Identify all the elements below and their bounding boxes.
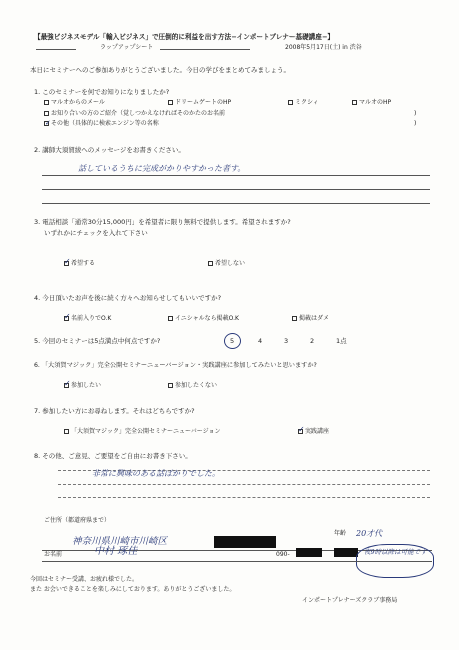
q5-selected-circle	[224, 333, 241, 349]
footer-line-1: 今回はセミナー受講、お疲れ様でした。	[30, 576, 139, 583]
check-mark-icon: ✓	[64, 312, 71, 321]
q3-option-no[interactable]: 希望しない	[208, 260, 245, 268]
q3-instruction: いずれかにチェックを入れて下さい	[44, 229, 148, 237]
checkbox[interactable]	[352, 100, 357, 105]
checkbox-checked[interactable]	[64, 257, 71, 266]
q1-option-maruo-mail[interactable]: マルオからのメール	[44, 99, 105, 107]
checkbox[interactable]	[168, 383, 173, 388]
q3-question: 3. 電話相談「通常30分15,000円」を希望者に限り無料で提供します。希望されますか?	[34, 218, 291, 226]
q1-option-dreamgate[interactable]: ドリームゲートのHP	[168, 99, 231, 107]
address-handwriting: 神奈川県川崎市川崎区	[72, 536, 168, 547]
redacted-phone-1	[296, 548, 322, 557]
check-mark-icon: ✓	[45, 119, 51, 127]
q8-question: 8. その他、ご意見、ご要望をご自由にお書き下さい。	[34, 452, 192, 460]
q6-option-no[interactable]: 参加したくない	[168, 382, 217, 390]
q2-answer-handwriting: 話しているうちに完成がかりやすかった者す。	[78, 164, 246, 173]
q7-option-practice[interactable]: ✓ 実践講座	[298, 425, 330, 435]
q6-option-yes[interactable]: ✓ 参加したい	[64, 379, 102, 389]
q1-close-paren-1: )	[414, 110, 417, 117]
sheet-title: 【最強ビジネスモデル「輸入ビジネス」で圧倒的に利益を出す方法−インポートプレナー基礎講座−】	[34, 33, 334, 41]
checkbox[interactable]	[44, 111, 49, 116]
q2-question: 2. 講師大須賀綾へのメッセージをお書きください。	[34, 146, 185, 154]
age-handwriting: 20才代	[356, 529, 383, 538]
check-mark-icon: ✓	[298, 425, 305, 434]
q5-score-1[interactable]: 1点	[336, 337, 347, 345]
checkbox-checked[interactable]	[298, 425, 305, 434]
q5-score-2[interactable]: 2	[310, 337, 315, 345]
q6-question: 6. 「大須賀マジック」完全公開セミナーニューバージョン・実践講座に参加してみたいと思いますか?	[34, 362, 317, 369]
q1-option-maruo-hp[interactable]: マルオのHP	[352, 99, 391, 107]
checkbox[interactable]	[168, 316, 173, 321]
age-label: 年齢	[334, 530, 347, 537]
address-label: ご住所（都道府県まで）	[44, 517, 111, 524]
sheet-subtitle: ラップアップシート	[100, 44, 154, 51]
checkbox[interactable]	[64, 429, 69, 434]
redacted-phone-2	[334, 548, 358, 557]
checkbox[interactable]	[44, 100, 49, 105]
checkbox[interactable]	[208, 261, 213, 266]
redacted-address	[214, 536, 276, 548]
q1-option-other[interactable]: ✓ その他（具体的に検索エンジン等の名称	[45, 119, 159, 127]
q8-answer-handwriting: 非常に興味のある話ばかりでした。	[92, 469, 220, 478]
phone-note-handwriting: 夜9時以降は可能です	[364, 548, 427, 556]
checkbox-checked[interactable]	[44, 121, 49, 126]
q7-question: 7. 参加したい方にお尋ねします。それはどちらですか?	[34, 407, 195, 415]
checkbox[interactable]	[168, 100, 173, 105]
footer-line-2: また お会いできることを楽しみにしております。ありがとうございました。	[30, 586, 236, 593]
q3-option-yes[interactable]: ✓ 希望する	[64, 257, 96, 267]
seminar-date: 2008年5月17日(土) in 渋谷	[285, 44, 362, 51]
phone-prefix: 090-	[276, 551, 290, 558]
q5-question: 5. 今回のセミナーは5点満点中何点ですか?	[34, 337, 161, 345]
checkbox[interactable]	[288, 100, 293, 105]
q1-question: 1. このセミナーを何でお知りになりましたか?	[34, 88, 170, 96]
q4-question: 4. 今日頂いたお声を後に続く方々へお知らせしてもいいですか?	[34, 294, 222, 302]
footer-organization: インポートプレナーズクラブ事務局	[302, 597, 398, 604]
name-label: お名前	[44, 551, 63, 558]
q4-option-no[interactable]: 掲載はダメ	[292, 315, 329, 323]
q1-option-mixi[interactable]: ミクシィ	[288, 99, 319, 107]
q4-option-named[interactable]: ✓ 名前入りでO.K	[64, 312, 112, 322]
checkbox-checked[interactable]	[64, 379, 71, 388]
q7-option-seminar[interactable]: 「大須賀マジック」完全公開セミナーニューバージョン	[64, 428, 220, 436]
name-handwriting: 中村 琢佳	[94, 546, 138, 557]
q1-close-paren-2: )	[414, 120, 417, 127]
q5-score-5[interactable]: 5	[230, 337, 235, 345]
q5-score-4[interactable]: 4	[258, 337, 263, 345]
checkbox[interactable]	[292, 316, 297, 321]
q4-option-initials[interactable]: イニシャルなら掲載O.K	[168, 315, 239, 323]
q5-score-3[interactable]: 3	[284, 337, 289, 345]
check-mark-icon: ✓	[64, 257, 71, 266]
check-mark-icon: ✓	[64, 379, 71, 388]
intro-text: 本日にセミナーへのご参加ありがとうございました。今日の学びをまとめてみましょう。	[30, 66, 290, 74]
checkbox-checked[interactable]	[64, 312, 71, 321]
q1-option-referral[interactable]: お知り合いの方のご紹介（覚しつかえなければそのかたのお名前	[44, 110, 225, 118]
